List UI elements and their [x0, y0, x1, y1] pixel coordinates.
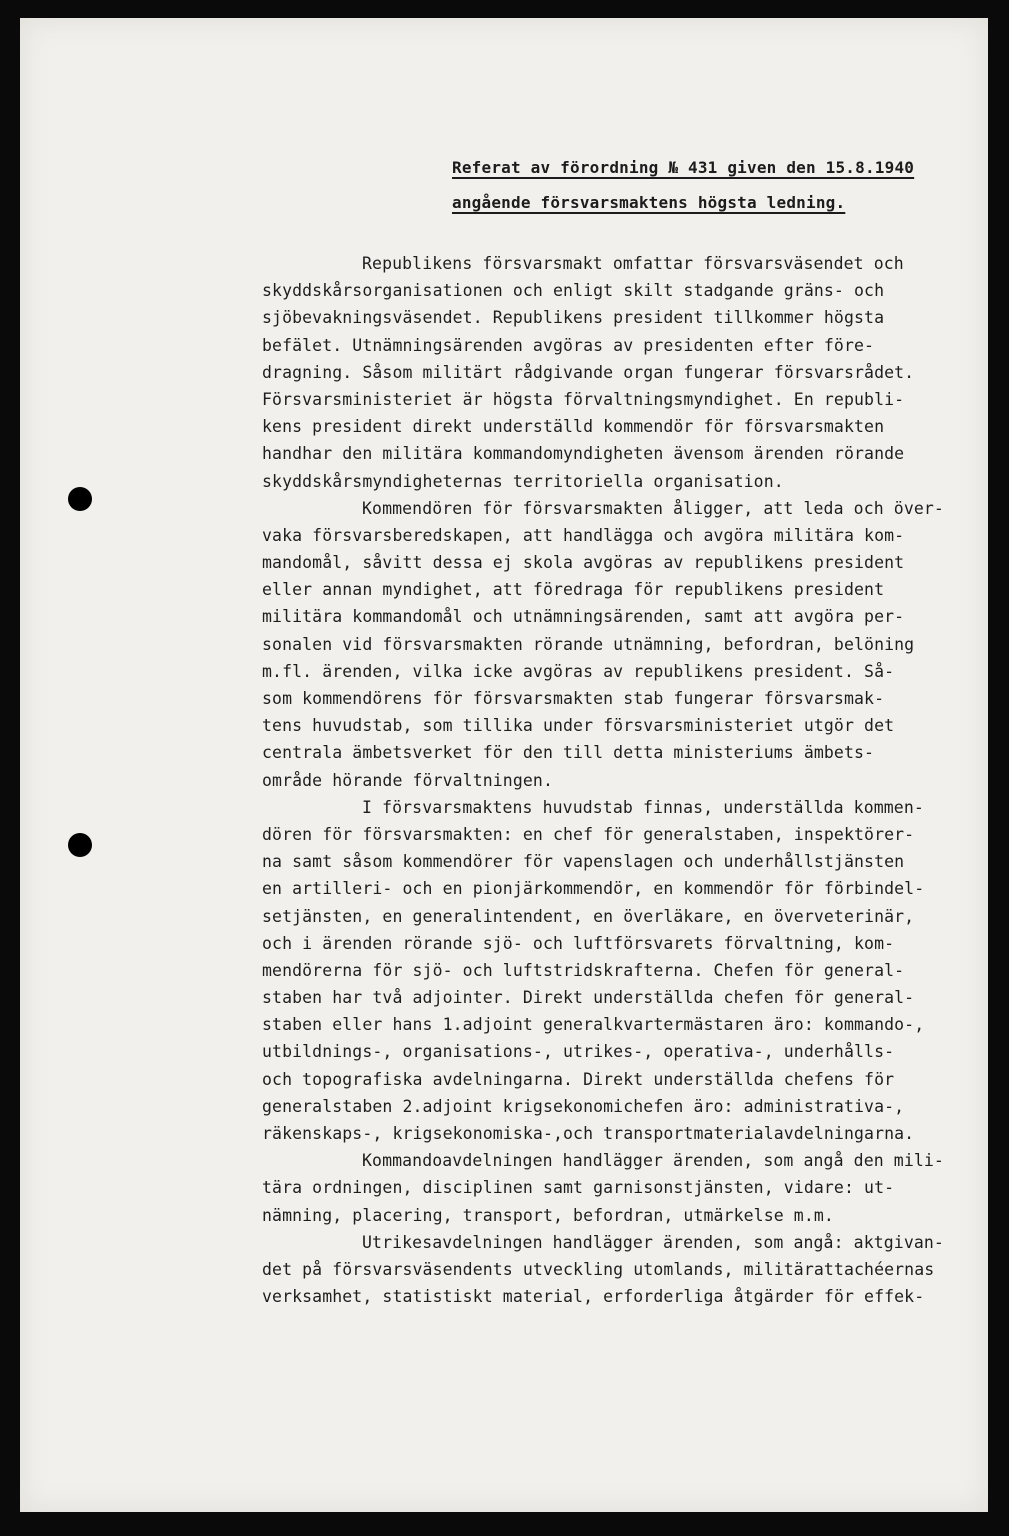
document-body [262, 250, 982, 1310]
text-line: sjöbevakningsväsendet. Republikens president tillkommer högsta [262, 308, 885, 328]
text-line: handhar den militära kommandomyndigheten ävensom ärenden rörande [262, 444, 905, 464]
document-title-line-2: angående försvarsmaktens högsta ledning. [452, 193, 846, 212]
text-line: na samt såsom kommendörer för vapenslagen och underhållstjänsten [262, 852, 905, 872]
text-line: militära kommandomål och utnämningsärenden, samt att avgöra per- [262, 607, 905, 627]
text-line: mendörerna för sjö- och luftstridskrafterna. Chefen för general- [262, 960, 905, 980]
text-line: mandomål, såvitt dessa ej skola avgöras av republikens president [262, 553, 905, 573]
text-line: befälet. Utnämningsärenden avgöras av presidenten efter före- [262, 335, 875, 355]
text-line: Kommandoavdelningen handlägger ärenden, som angå den mili- [362, 1151, 944, 1171]
text-line: som kommendörens för försvarsmakten stab fungerar försvarsmak- [262, 689, 885, 708]
text-line: en artilleri- och en pionjärkommendör, en kommendör för förbindel- [262, 879, 925, 899]
text-line: kens president direkt underställd kommendör för försvarsmakten [262, 417, 885, 437]
text-line: skyddskårsorganisationen och enligt skilt stadgande gräns- och [262, 281, 885, 301]
text-line: sonalen vid försvarsmakten rörande utnämning, befordran, belöning [262, 634, 915, 654]
text-line: setjänsten, en generalintendent, en överläkare, en överveterinär, [262, 906, 915, 926]
text-line: verksamhet, statistiskt material, erforderliga åtgärder för effek- [262, 1287, 925, 1307]
text-line: det på försvarsväsendents utveckling utomlands, militärattachéernas [262, 1259, 935, 1279]
text-line: tens huvudstab, som tillika under försvarsministeriet utgör det [262, 716, 895, 736]
text-line: dragning. Såsom militärt rådgivande organ fungerar försvarsrådet. [262, 362, 915, 382]
text-line: och i ärenden rörande sjö- och luftförsvarets förvaltning, kom- [262, 933, 895, 953]
text-line: m.fl. ärenden, vilka icke avgöras av republikens president. Så- [262, 661, 895, 681]
text-line: och topografiska avdelningarna. Direkt underställda chefens för [262, 1069, 895, 1089]
text-line: räkenskaps-, krigsekonomiska-,och transportmaterialavdelningarna. [262, 1124, 915, 1143]
text-line: staben har två adjointer. Direkt underställda chefen för general- [262, 988, 915, 1008]
punch-hole [68, 487, 92, 511]
text-line: generalstaben 2.adjoint krigsekonomichefen äro: administrativa-, [262, 1096, 905, 1116]
text-line: Utrikesavdelningen handlägger ärenden, som angå: aktgivan- [362, 1232, 944, 1252]
text-line: Kommendören för försvarsmakten åligger, att leda och över- [362, 498, 944, 518]
punch-hole [68, 833, 92, 857]
document-title-line-1: Referat av förordning № 431 given den 15.8.1940 [452, 158, 915, 177]
text-line: I försvarsmaktens huvudstab finnas, underställda kommen- [362, 797, 924, 817]
text-line: område hörande förvaltningen. [262, 770, 553, 790]
text-line: vaka försvarsberedskapen, att handlägga och avgöra militära kom- [262, 525, 905, 545]
text-line: utbildnings-, organisations-, utrikes-, operativa-, underhålls- [262, 1042, 895, 1062]
text-line: staben eller hans 1.adjoint generalkvartermästaren äro: kommando-, [262, 1015, 925, 1035]
text-line: nämning, placering, transport, befordran, utmärkelse m.m. [262, 1205, 834, 1225]
text-line: dören för försvarsmakten: en chef för generalstaben, inspektörer- [262, 824, 915, 844]
text-line: centrala ämbetsverket för den till detta ministeriums ämbets- [262, 743, 875, 763]
text-line: tära ordningen, disciplinen samt garnisonstjänsten, vidare: ut- [262, 1178, 895, 1198]
text-line: eller annan myndighet, att föredraga för republikens president [262, 580, 885, 600]
text-line: Försvarsministeriet är högsta förvaltningsmyndighet. En republi- [262, 389, 905, 409]
text-line: Republikens försvarsmakt omfattar försvarsväsendet och [362, 254, 904, 273]
text-line: skyddskårsmyndigheternas territoriella organisation. [262, 471, 784, 491]
